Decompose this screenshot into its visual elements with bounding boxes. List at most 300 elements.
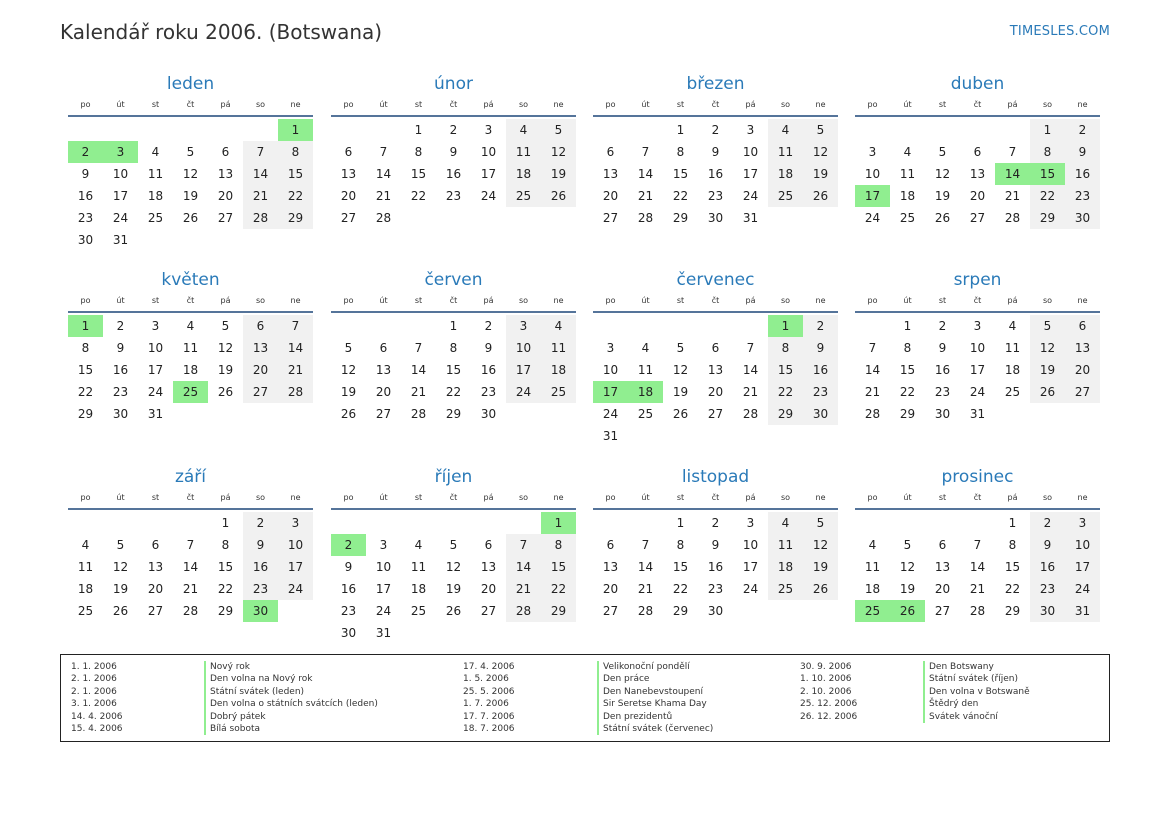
day-cell[interactable]: 28	[864, 407, 881, 421]
day-cell[interactable]: 21	[243, 185, 278, 207]
day-cell[interactable]: 21	[1004, 189, 1021, 203]
day-cell[interactable]: 20	[969, 189, 986, 203]
day-cell[interactable]: 24	[742, 582, 759, 596]
day-cell[interactable]: 20	[602, 189, 619, 203]
day-cell[interactable]: 28	[278, 381, 313, 403]
day-cell[interactable]: 29	[672, 604, 689, 618]
day-cell[interactable]: 4	[641, 341, 650, 355]
day-cell[interactable]: 2	[243, 512, 278, 534]
day-cell[interactable]: 23	[112, 385, 129, 399]
day-cell[interactable]: 10	[112, 167, 129, 181]
day-cell[interactable]: 16	[707, 560, 724, 574]
day-cell[interactable]: 15	[899, 363, 916, 377]
day-cell[interactable]: 19	[217, 363, 234, 377]
day-cell[interactable]: 2	[331, 534, 366, 556]
day-cell[interactable]: 10	[1065, 534, 1100, 556]
day-cell[interactable]: 5	[938, 145, 947, 159]
day-cell[interactable]: 15	[1004, 560, 1021, 574]
day-cell[interactable]: 1	[449, 319, 458, 333]
day-cell[interactable]: 28	[410, 407, 427, 421]
day-cell[interactable]: 13	[934, 560, 951, 574]
day-cell[interactable]: 21	[375, 189, 392, 203]
day-cell[interactable]: 22	[672, 189, 689, 203]
day-cell[interactable]: 11	[182, 341, 199, 355]
day-cell[interactable]: 28	[243, 207, 278, 229]
day-cell[interactable]: 14	[742, 363, 759, 377]
day-cell[interactable]: 7	[186, 538, 195, 552]
day-cell[interactable]: 24	[969, 385, 986, 399]
day-cell[interactable]: 13	[375, 363, 392, 377]
day-cell[interactable]: 10	[742, 538, 759, 552]
day-cell[interactable]: 1	[1008, 516, 1017, 530]
day-cell[interactable]: 14	[969, 560, 986, 574]
day-cell[interactable]: 9	[116, 341, 125, 355]
day-cell[interactable]: 22	[217, 582, 234, 596]
day-cell[interactable]: 26	[803, 578, 838, 600]
day-cell[interactable]: 4	[868, 538, 877, 552]
day-cell[interactable]: 22	[410, 189, 427, 203]
day-cell[interactable]: 21	[506, 578, 541, 600]
day-cell[interactable]: 26	[1030, 381, 1065, 403]
day-cell[interactable]: 24	[375, 604, 392, 618]
day-cell[interactable]: 7	[243, 141, 278, 163]
day-cell[interactable]: 23	[707, 189, 724, 203]
day-cell[interactable]: 7	[641, 538, 650, 552]
day-cell[interactable]: 22	[1004, 582, 1021, 596]
day-cell[interactable]: 30	[77, 233, 94, 247]
day-cell[interactable]: 20	[602, 582, 619, 596]
day-cell[interactable]: 6	[344, 145, 353, 159]
day-cell[interactable]: 21	[637, 189, 654, 203]
day-cell[interactable]: 1	[541, 512, 576, 534]
day-cell[interactable]: 23	[480, 385, 497, 399]
day-cell[interactable]: 25	[768, 185, 803, 207]
day-cell[interactable]: 18	[506, 163, 541, 185]
day-cell[interactable]: 9	[938, 341, 947, 355]
day-cell[interactable]: 22	[445, 385, 462, 399]
day-cell[interactable]: 18	[77, 582, 94, 596]
day-cell[interactable]: 5	[676, 341, 685, 355]
day-cell[interactable]: 20	[340, 189, 357, 203]
day-cell[interactable]: 3	[746, 516, 755, 530]
day-cell[interactable]: 13	[480, 560, 497, 574]
day-cell[interactable]: 12	[803, 534, 838, 556]
day-cell[interactable]: 25	[506, 185, 541, 207]
day-cell[interactable]: 13	[1065, 337, 1100, 359]
day-cell[interactable]: 25	[147, 211, 164, 225]
day-cell[interactable]: 24	[1065, 578, 1100, 600]
day-cell[interactable]: 7	[973, 538, 982, 552]
day-cell[interactable]: 26	[217, 385, 234, 399]
day-cell[interactable]: 26	[890, 600, 925, 622]
day-cell[interactable]: 19	[541, 163, 576, 185]
day-cell[interactable]: 3	[746, 123, 755, 137]
day-cell[interactable]: 15	[445, 363, 462, 377]
day-cell[interactable]: 1	[768, 315, 803, 337]
day-cell[interactable]: 17	[1065, 556, 1100, 578]
day-cell[interactable]: 3	[103, 141, 138, 163]
day-cell[interactable]: 16	[1065, 163, 1100, 185]
day-cell[interactable]: 10	[480, 145, 497, 159]
day-cell[interactable]: 11	[768, 534, 803, 556]
day-cell[interactable]: 15	[672, 167, 689, 181]
day-cell[interactable]: 25	[899, 211, 916, 225]
day-cell[interactable]: 7	[414, 341, 423, 355]
day-cell[interactable]: 21	[278, 359, 313, 381]
day-cell[interactable]: 8	[278, 141, 313, 163]
day-cell[interactable]: 13	[340, 167, 357, 181]
day-cell[interactable]: 31	[375, 626, 392, 640]
day-cell[interactable]: 14	[995, 163, 1030, 185]
day-cell[interactable]: 4	[81, 538, 90, 552]
day-cell[interactable]: 26	[112, 604, 129, 618]
day-cell[interactable]: 20	[707, 385, 724, 399]
day-cell[interactable]: 31	[1065, 600, 1100, 622]
day-cell[interactable]: 3	[151, 319, 160, 333]
day-cell[interactable]: 20	[1065, 359, 1100, 381]
day-cell[interactable]: 13	[602, 560, 619, 574]
day-cell[interactable]: 25	[77, 604, 94, 618]
day-cell[interactable]: 1	[68, 315, 103, 337]
day-cell[interactable]: 9	[803, 337, 838, 359]
day-cell[interactable]: 19	[803, 163, 838, 185]
day-cell[interactable]: 24	[480, 189, 497, 203]
day-cell[interactable]: 10	[602, 363, 619, 377]
day-cell[interactable]: 9	[243, 534, 278, 556]
day-cell[interactable]: 8	[414, 145, 423, 159]
day-cell[interactable]: 5	[186, 145, 195, 159]
day-cell[interactable]: 30	[243, 600, 278, 622]
day-cell[interactable]: 2	[803, 315, 838, 337]
day-cell[interactable]: 29	[1004, 604, 1021, 618]
day-cell[interactable]: 30	[934, 407, 951, 421]
day-cell[interactable]: 29	[672, 211, 689, 225]
day-cell[interactable]: 19	[445, 582, 462, 596]
day-cell[interactable]: 18	[899, 189, 916, 203]
day-cell[interactable]: 17	[375, 582, 392, 596]
day-cell[interactable]: 5	[1030, 315, 1065, 337]
day-cell[interactable]: 11	[506, 141, 541, 163]
day-cell[interactable]: 25	[410, 604, 427, 618]
day-cell[interactable]: 14	[243, 163, 278, 185]
day-cell[interactable]: 9	[449, 145, 458, 159]
day-cell[interactable]: 11	[637, 363, 654, 377]
day-cell[interactable]: 18	[182, 363, 199, 377]
day-cell[interactable]: 18	[864, 582, 881, 596]
day-cell[interactable]: 9	[81, 167, 90, 181]
day-cell[interactable]: 10	[147, 341, 164, 355]
day-cell[interactable]: 21	[864, 385, 881, 399]
day-cell[interactable]: 1	[676, 516, 685, 530]
day-cell[interactable]: 5	[903, 538, 912, 552]
day-cell[interactable]: 29	[541, 600, 576, 622]
day-cell[interactable]: 18	[541, 359, 576, 381]
day-cell[interactable]: 7	[868, 341, 877, 355]
day-cell[interactable]: 13	[147, 560, 164, 574]
day-cell[interactable]: 28	[969, 604, 986, 618]
day-cell[interactable]: 2	[711, 516, 720, 530]
day-cell[interactable]: 26	[672, 407, 689, 421]
day-cell[interactable]: 13	[243, 337, 278, 359]
day-cell[interactable]: 16	[77, 189, 94, 203]
day-cell[interactable]: 28	[506, 600, 541, 622]
day-cell[interactable]: 24	[602, 407, 619, 421]
day-cell[interactable]: 3	[868, 145, 877, 159]
day-cell[interactable]: 17	[506, 359, 541, 381]
day-cell[interactable]: 1	[676, 123, 685, 137]
day-cell[interactable]: 10	[864, 167, 881, 181]
day-cell[interactable]: 10	[742, 145, 759, 159]
day-cell[interactable]: 6	[606, 538, 615, 552]
day-cell[interactable]: 29	[217, 604, 234, 618]
day-cell[interactable]: 14	[410, 363, 427, 377]
day-cell[interactable]: 3	[506, 315, 541, 337]
day-cell[interactable]: 6	[1065, 315, 1100, 337]
day-cell[interactable]: 16	[934, 363, 951, 377]
day-cell[interactable]: 27	[934, 604, 951, 618]
day-cell[interactable]: 21	[410, 385, 427, 399]
day-cell[interactable]: 5	[803, 119, 838, 141]
day-cell[interactable]: 20	[480, 582, 497, 596]
day-cell[interactable]: 30	[707, 211, 724, 225]
day-cell[interactable]: 6	[711, 341, 720, 355]
day-cell[interactable]: 15	[541, 556, 576, 578]
day-cell[interactable]: 12	[899, 560, 916, 574]
day-cell[interactable]: 15	[77, 363, 94, 377]
day-cell[interactable]: 6	[938, 538, 947, 552]
day-cell[interactable]: 3	[484, 123, 493, 137]
day-cell[interactable]: 6	[379, 341, 388, 355]
day-cell[interactable]: 27	[243, 381, 278, 403]
day-cell[interactable]: 11	[768, 141, 803, 163]
day-cell[interactable]: 8	[676, 538, 685, 552]
day-cell[interactable]: 9	[1065, 141, 1100, 163]
day-cell[interactable]: 30	[707, 604, 724, 618]
day-cell[interactable]: 19	[803, 556, 838, 578]
day-cell[interactable]: 1	[903, 319, 912, 333]
day-cell[interactable]: 27	[969, 211, 986, 225]
day-cell[interactable]: 2	[711, 123, 720, 137]
day-cell[interactable]: 8	[449, 341, 458, 355]
day-cell[interactable]: 9	[711, 538, 720, 552]
day-cell[interactable]: 18	[147, 189, 164, 203]
day-cell[interactable]: 30	[340, 626, 357, 640]
day-cell[interactable]: 29	[899, 407, 916, 421]
day-cell[interactable]: 21	[182, 582, 199, 596]
day-cell[interactable]: 16	[340, 582, 357, 596]
day-cell[interactable]: 22	[768, 381, 803, 403]
day-cell[interactable]: 1	[414, 123, 423, 137]
day-cell[interactable]: 24	[278, 578, 313, 600]
day-cell[interactable]: 6	[221, 145, 230, 159]
day-cell[interactable]: 22	[541, 578, 576, 600]
day-cell[interactable]: 15	[278, 163, 313, 185]
day-cell[interactable]: 26	[445, 604, 462, 618]
day-cell[interactable]: 7	[506, 534, 541, 556]
day-cell[interactable]: 8	[768, 337, 803, 359]
day-cell[interactable]: 12	[112, 560, 129, 574]
day-cell[interactable]: 3	[606, 341, 615, 355]
day-cell[interactable]: 12	[445, 560, 462, 574]
day-cell[interactable]: 5	[803, 512, 838, 534]
day-cell[interactable]: 10	[375, 560, 392, 574]
day-cell[interactable]: 16	[480, 363, 497, 377]
day-cell[interactable]: 11	[541, 337, 576, 359]
day-cell[interactable]: 9	[711, 145, 720, 159]
day-cell[interactable]: 14	[637, 560, 654, 574]
day-cell[interactable]: 2	[116, 319, 125, 333]
day-cell[interactable]: 11	[1004, 341, 1021, 355]
day-cell[interactable]: 16	[707, 167, 724, 181]
day-cell[interactable]: 24	[742, 189, 759, 203]
day-cell[interactable]: 19	[899, 582, 916, 596]
day-cell[interactable]: 14	[637, 167, 654, 181]
day-cell[interactable]: 1	[278, 119, 313, 141]
day-cell[interactable]: 8	[1008, 538, 1017, 552]
day-cell[interactable]: 29	[77, 407, 94, 421]
day-cell[interactable]: 23	[77, 211, 94, 225]
day-cell[interactable]: 4	[541, 315, 576, 337]
day-cell[interactable]: 15	[217, 560, 234, 574]
day-cell[interactable]: 29	[445, 407, 462, 421]
day-cell[interactable]: 3	[278, 512, 313, 534]
day-cell[interactable]: 18	[628, 381, 663, 403]
brand-link[interactable]: TIMESLES.COM	[1009, 24, 1110, 39]
day-cell[interactable]: 27	[480, 604, 497, 618]
day-cell[interactable]: 15	[672, 560, 689, 574]
day-cell[interactable]: 14	[375, 167, 392, 181]
day-cell[interactable]: 16	[112, 363, 129, 377]
day-cell[interactable]: 17	[593, 381, 628, 403]
day-cell[interactable]: 7	[1008, 145, 1017, 159]
day-cell[interactable]: 24	[112, 211, 129, 225]
day-cell[interactable]: 14	[506, 556, 541, 578]
day-cell[interactable]: 16	[803, 359, 838, 381]
day-cell[interactable]: 23	[340, 604, 357, 618]
day-cell[interactable]: 22	[899, 385, 916, 399]
day-cell[interactable]: 25	[637, 407, 654, 421]
day-cell[interactable]: 4	[903, 145, 912, 159]
day-cell[interactable]: 5	[221, 319, 230, 333]
day-cell[interactable]: 19	[182, 189, 199, 203]
day-cell[interactable]: 27	[1065, 381, 1100, 403]
day-cell[interactable]: 27	[602, 211, 619, 225]
day-cell[interactable]: 23	[1030, 578, 1065, 600]
day-cell[interactable]: 8	[221, 538, 230, 552]
day-cell[interactable]: 17	[112, 189, 129, 203]
day-cell[interactable]: 10	[278, 534, 313, 556]
day-cell[interactable]: 30	[1065, 207, 1100, 229]
day-cell[interactable]: 12	[217, 341, 234, 355]
day-cell[interactable]: 25	[855, 600, 890, 622]
day-cell[interactable]: 28	[742, 407, 759, 421]
day-cell[interactable]: 8	[676, 145, 685, 159]
day-cell[interactable]: 8	[903, 341, 912, 355]
day-cell[interactable]: 20	[934, 582, 951, 596]
day-cell[interactable]: 11	[147, 167, 164, 181]
day-cell[interactable]: 21	[637, 582, 654, 596]
day-cell[interactable]: 11	[77, 560, 94, 574]
day-cell[interactable]: 6	[606, 145, 615, 159]
day-cell[interactable]: 11	[864, 560, 881, 574]
day-cell[interactable]: 2	[938, 319, 947, 333]
day-cell[interactable]: 12	[803, 141, 838, 163]
day-cell[interactable]: 1	[1030, 119, 1065, 141]
day-cell[interactable]: 19	[112, 582, 129, 596]
day-cell[interactable]: 9	[484, 341, 493, 355]
day-cell[interactable]: 20	[375, 385, 392, 399]
day-cell[interactable]: 17	[969, 363, 986, 377]
day-cell[interactable]: 21	[742, 385, 759, 399]
day-cell[interactable]: 4	[506, 119, 541, 141]
day-cell[interactable]: 8	[81, 341, 90, 355]
day-cell[interactable]: 7	[379, 145, 388, 159]
day-cell[interactable]: 30	[112, 407, 129, 421]
day-cell[interactable]: 12	[672, 363, 689, 377]
day-cell[interactable]: 31	[969, 407, 986, 421]
day-cell[interactable]: 29	[768, 403, 803, 425]
day-cell[interactable]: 12	[541, 141, 576, 163]
day-cell[interactable]: 25	[541, 381, 576, 403]
day-cell[interactable]: 13	[217, 167, 234, 181]
day-cell[interactable]: 13	[969, 167, 986, 181]
day-cell[interactable]: 30	[803, 403, 838, 425]
day-cell[interactable]: 27	[340, 211, 357, 225]
day-cell[interactable]: 17	[278, 556, 313, 578]
day-cell[interactable]: 4	[151, 145, 160, 159]
day-cell[interactable]: 4	[414, 538, 423, 552]
day-cell[interactable]: 22	[278, 185, 313, 207]
day-cell[interactable]: 18	[410, 582, 427, 596]
day-cell[interactable]: 18	[768, 163, 803, 185]
day-cell[interactable]: 25	[1004, 385, 1021, 399]
day-cell[interactable]: 6	[973, 145, 982, 159]
day-cell[interactable]: 7	[641, 145, 650, 159]
day-cell[interactable]: 31	[742, 211, 759, 225]
day-cell[interactable]: 6	[484, 538, 493, 552]
day-cell[interactable]: 20	[243, 359, 278, 381]
day-cell[interactable]: 26	[934, 211, 951, 225]
day-cell[interactable]: 29	[1030, 207, 1065, 229]
day-cell[interactable]: 27	[217, 211, 234, 225]
day-cell[interactable]: 5	[344, 341, 353, 355]
day-cell[interactable]: 2	[449, 123, 458, 137]
day-cell[interactable]: 22	[77, 385, 94, 399]
day-cell[interactable]: 31	[602, 429, 619, 443]
day-cell[interactable]: 17	[147, 363, 164, 377]
day-cell[interactable]: 6	[243, 315, 278, 337]
day-cell[interactable]: 10	[969, 341, 986, 355]
day-cell[interactable]: 4	[1008, 319, 1017, 333]
day-cell[interactable]: 20	[147, 582, 164, 596]
day-cell[interactable]: 15	[1030, 163, 1065, 185]
day-cell[interactable]: 23	[243, 578, 278, 600]
day-cell[interactable]: 21	[969, 582, 986, 596]
day-cell[interactable]: 30	[480, 407, 497, 421]
day-cell[interactable]: 2	[68, 141, 103, 163]
day-cell[interactable]: 12	[182, 167, 199, 181]
day-cell[interactable]: 12	[1030, 337, 1065, 359]
day-cell[interactable]: 26	[182, 211, 199, 225]
day-cell[interactable]: 28	[1004, 211, 1021, 225]
day-cell[interactable]: 26	[340, 407, 357, 421]
day-cell[interactable]: 12	[340, 363, 357, 377]
day-cell[interactable]: 2	[484, 319, 493, 333]
day-cell[interactable]: 14	[278, 337, 313, 359]
day-cell[interactable]: 18	[1004, 363, 1021, 377]
day-cell[interactable]: 30	[1030, 600, 1065, 622]
day-cell[interactable]: 31	[112, 233, 129, 247]
